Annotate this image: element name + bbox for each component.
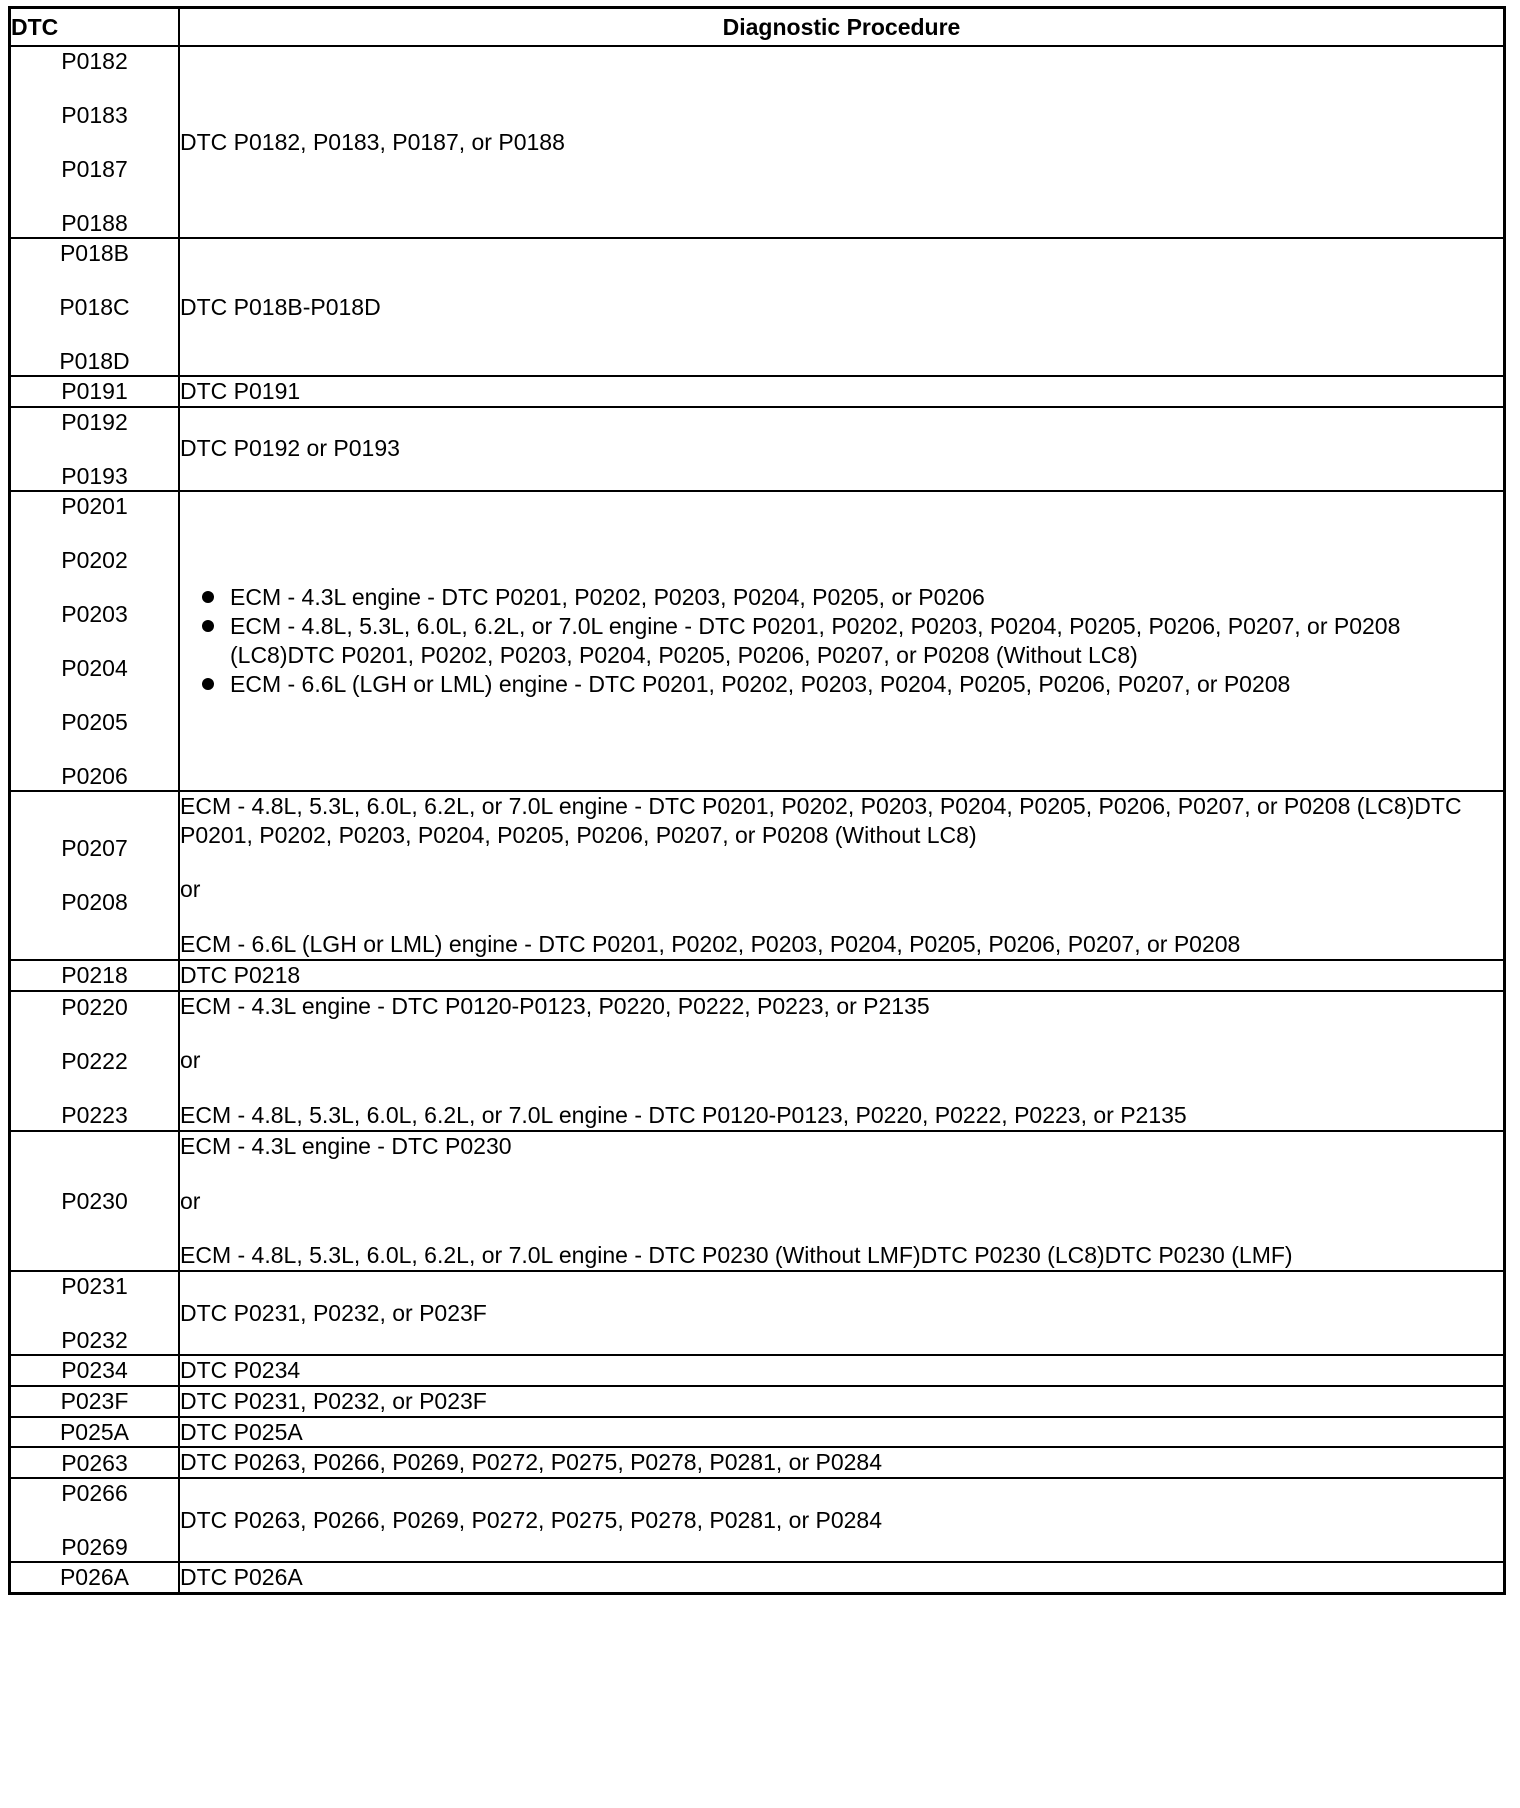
dtc-codes-cell [10, 1355, 180, 1386]
procedure-link[interactable]: DTC P0263, P0266, P0269, P0272, P0275, P0278, P0281, or P0284 [180, 1506, 883, 1533]
dtc-code: P0187 [61, 156, 128, 182]
dtc-code: P0263 [61, 1449, 128, 1476]
procedure-link[interactable]: ECM - 4.8L, 5.3L, 6.0L, 6.2L, or 7.0L engine - DTC P0120-P0123, P0220, P0222, P0223, or P2135 [180, 1102, 1187, 1128]
procedure-cell [179, 1447, 1505, 1478]
procedure-bullet-list [180, 583, 1503, 698]
procedure-cell [179, 1386, 1505, 1417]
dtc-code: P023F [60, 1388, 129, 1415]
procedure-cell [179, 1271, 1505, 1355]
bullet-dot-icon [202, 620, 214, 632]
procedure-link[interactable]: DTC P025A [180, 1418, 303, 1445]
procedure-cell [179, 238, 1505, 376]
procedure-cell [179, 407, 1505, 491]
dtc-codes-cell [10, 376, 180, 407]
procedure-link[interactable]: DTC P0218 [180, 961, 301, 988]
table-row [10, 960, 1505, 991]
dtc-code: P0193 [61, 462, 128, 489]
dtc-column-header: DTC [10, 8, 180, 47]
table-row [10, 1447, 1505, 1478]
procedure-bullet-item [194, 612, 1503, 670]
table-row [10, 238, 1505, 376]
dtc-codes-cell [10, 1417, 180, 1448]
dtc-code: P0191 [61, 378, 128, 405]
dtc-code: P0234 [61, 1357, 128, 1384]
procedure-cell [179, 1131, 1505, 1271]
dtc-code: P0269 [61, 1534, 128, 1560]
procedure-link[interactable]: DTC P0231, P0232, or P023F [180, 1387, 487, 1414]
procedure-link[interactable]: DTC P026A [180, 1564, 303, 1590]
table-row [10, 791, 1505, 960]
procedure-link[interactable]: ECM - 4.8L, 5.3L, 6.0L, 6.2L, or 7.0L engine - DTC P0230 (Without LMF)DTC P0230 (LC8)DTC P0230 (LMF) [180, 1242, 1293, 1269]
procedure-cell [179, 491, 1505, 791]
table-row [10, 1355, 1505, 1386]
table-row [10, 376, 1505, 407]
procedure-cell [179, 1478, 1505, 1562]
procedure-link[interactable]: DTC P0231, P0232, or P023F [180, 1299, 487, 1326]
dtc-code: P0182 [61, 48, 128, 74]
procedure-link[interactable]: ECM - 4.3L engine - DTC P0201, P0202, P0203, P0204, P0205, or P0206 [230, 584, 985, 611]
table-row [10, 1271, 1505, 1355]
table-row [10, 1478, 1505, 1562]
dtc-code: P018B [59, 240, 130, 266]
table-row [10, 407, 1505, 491]
or-separator: or [180, 1187, 201, 1214]
or-separator: or [180, 876, 201, 903]
procedure-cell [179, 1355, 1505, 1386]
header-row [10, 8, 1505, 47]
dtc-code: P0192 [61, 408, 128, 435]
procedure-cell [179, 1417, 1505, 1448]
dtc-code: P0223 [61, 1101, 128, 1128]
procedure-link[interactable]: DTC P0182, P0183, P0187, or P0188 [180, 128, 565, 155]
dtc-code: P0183 [61, 102, 128, 128]
procedure-link[interactable]: DTC P0191 [180, 378, 301, 404]
table-row [10, 491, 1505, 791]
procedure-cell [179, 991, 1505, 1131]
dtc-code: P025A [59, 1418, 130, 1445]
dtc-code: P0188 [61, 210, 128, 236]
dtc-codes-cell [10, 46, 180, 238]
procedure-link[interactable]: ECM - 4.8L, 5.3L, 6.0L, 6.2L, or 7.0L engine - DTC P0201, P0202, P0203, P0204, P0205, P0206, P0207, or P0208 (LC8)DTC P0201, P0202, P0203, P0204, P0205, P0206, P0207, or P0208 (Without LC8) [230, 613, 1401, 668]
procedure-cell [179, 376, 1505, 407]
dtc-code: P0208 [61, 889, 128, 916]
dtc-codes-cell [10, 407, 180, 491]
dtc-code: P0222 [61, 1047, 128, 1074]
table-row [10, 46, 1505, 238]
bullet-dot-icon [202, 591, 214, 603]
table-row [10, 1417, 1505, 1448]
dtc-codes-cell [10, 1386, 180, 1417]
table-row [10, 1131, 1505, 1271]
table-row [10, 1386, 1505, 1417]
dtc-code: P0266 [61, 1480, 128, 1506]
dtc-codes-cell [10, 991, 180, 1131]
procedure-bullet-item [194, 583, 1503, 612]
dtc-code: P0232 [61, 1327, 128, 1353]
dtc-table [8, 6, 1506, 1595]
dtc-codes-cell [10, 1131, 180, 1271]
procedure-link[interactable]: DTC P018B-P018D [180, 293, 381, 320]
procedure-cell [179, 791, 1505, 960]
procedure-link[interactable]: ECM - 4.8L, 5.3L, 6.0L, 6.2L, or 7.0L engine - DTC P0201, P0202, P0203, P0204, P0205, P0206, P0207, or P0208 (LC8)DTC P0201, P0202, P0203, P0204, P0205, P0206, P0207, or P0208 (Without LC8) [180, 792, 1462, 848]
procedure-link[interactable]: ECM - 4.3L engine - DTC P0120-P0123, P0220, P0222, P0223, or P2135 [180, 992, 930, 1019]
procedure-link[interactable]: ECM - 6.6L (LGH or LML) engine - DTC P0201, P0202, P0203, P0204, P0205, P0206, P0207, or P0208 [180, 931, 1241, 957]
procedure-link[interactable]: ECM - 4.3L engine - DTC P0230 [180, 1132, 512, 1159]
procedure-link[interactable]: DTC P0263, P0266, P0269, P0272, P0275, P0278, P0281, or P0284 [180, 1449, 883, 1476]
dtc-code: P0201 [61, 492, 128, 519]
table-row [10, 991, 1505, 1131]
dtc-code: P0218 [61, 962, 128, 989]
bullet-dot-icon [202, 678, 214, 690]
dtc-code: P0204 [61, 654, 128, 681]
dtc-code: P0206 [61, 762, 128, 789]
dtc-codes-cell [10, 491, 180, 791]
dtc-code: P0231 [61, 1273, 128, 1299]
dtc-code: P026A [59, 1564, 130, 1591]
procedure-cell [179, 1562, 1505, 1593]
dtc-code: P0220 [61, 993, 128, 1020]
or-separator: or [180, 1047, 201, 1074]
dtc-code: P0205 [61, 708, 128, 735]
dtc-code: P0202 [61, 546, 128, 573]
dtc-codes-cell [10, 238, 180, 376]
dtc-codes-cell [10, 1562, 180, 1593]
procedure-link[interactable]: DTC P0234 [180, 1357, 301, 1383]
dtc-codes-cell [10, 960, 180, 991]
procedure-cell [179, 46, 1505, 238]
dtc-codes-cell [10, 1271, 180, 1355]
procedure-bullet-item [194, 670, 1503, 699]
dtc-codes-cell [10, 791, 180, 960]
dtc-code: P0203 [61, 600, 128, 627]
dtc-code: P0230 [61, 1187, 128, 1214]
dtc-code: P018C [59, 294, 130, 320]
procedure-cell [179, 960, 1505, 991]
procedure-link[interactable]: ECM - 6.6L (LGH or LML) engine - DTC P0201, P0202, P0203, P0204, P0205, P0206, P0207, or P0208 [230, 670, 1291, 697]
dtc-codes-cell [10, 1478, 180, 1562]
table-row [10, 1562, 1505, 1593]
dtc-codes-cell [10, 1447, 180, 1478]
dtc-code: P018D [59, 348, 130, 374]
procedure-link[interactable]: DTC P0192 or P0193 [180, 435, 400, 462]
procedure-column-header: Diagnostic Procedure [179, 8, 1505, 47]
dtc-code: P0207 [61, 835, 128, 862]
